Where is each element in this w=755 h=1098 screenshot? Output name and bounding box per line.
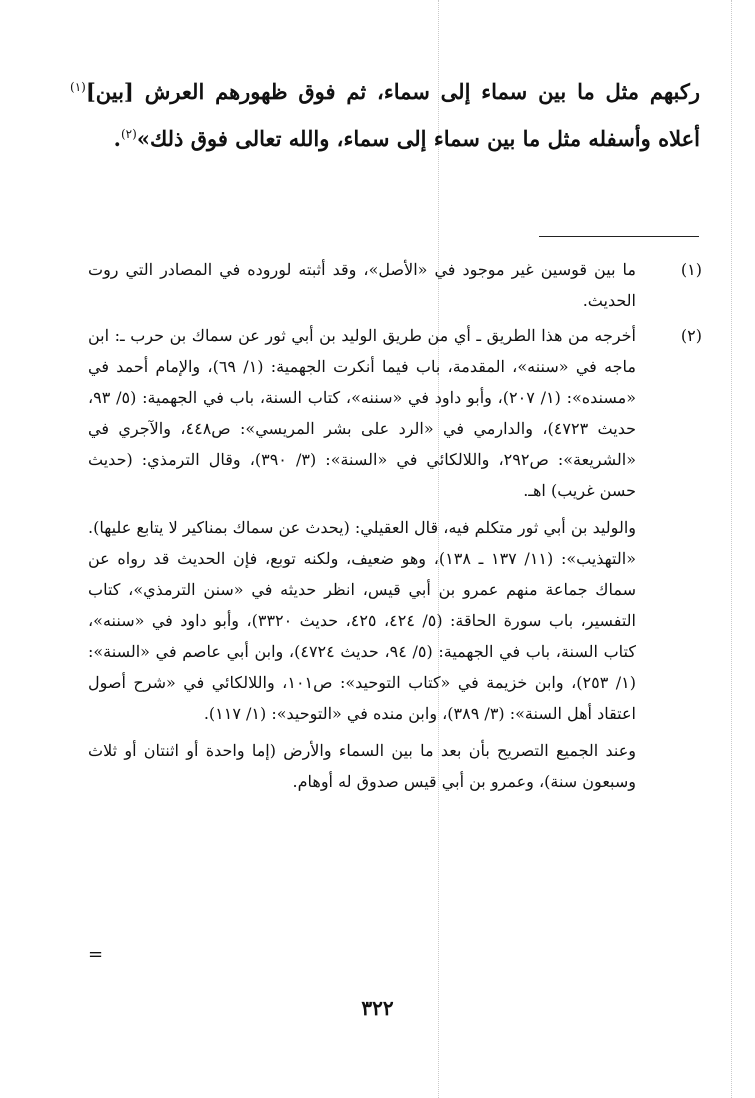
footnote-1 [88,254,702,316]
page-number: ٣٢٢ [361,996,394,1020]
footnote-paragraph: والوليد بن أبي ثور متكلم فيه، قال العقيلي: (يحدث عن سماك بمناكير لا يتابع عليها). «التهذيب»: (١١/ ١٣٧ ـ ١٣٨)، وهو ضعيف، ولكنه توبع، فإن الحديث قد رواه عن سماك جماعة منهم عمرو بن أبي قيس، انظر حديثه في «سنن الترمذي»، كتاب التفسير، باب سورة الحاقة: (٥/ ٤٢٤، ٤٢٥، حديث ٣٣٢٠)، وأبو داود في «سننه»، كتاب السنة، باب في الجهمية: (٥/ ٩٤، حديث ٤٧٢٤)، وابن أبي عاصم في «السنة»: (١/ ٢٥٣)، وابن خزيمة في «كتاب التوحيد»: ص١٠١، واللالكائي في «شرح أصول اعتقاد أهل السنة»: (٣/ ٣٨٩)، وابن منده في «التوحيد»: (١/ ١١٧). [88,518,637,723]
footnotes [88,254,702,801]
footnote-ref-2[interactable]: (٢) [120,127,137,141]
main-text-part: ركبهم مثل ما بين سماء إلى سماء، ثم فوق ظهورهم العرش [بين] [85,79,700,104]
scan-artifact-line [731,0,732,1098]
footnote-separator [539,236,699,237]
main-paragraph [70,68,700,162]
footnote-paragraph: وعند الجميع التصريح بأن بعد ما بين السماء والأرض (إما واحدة أو اثنتان أو ثلاث وسبعون سنة)، وعمرو بن أبي قيس صدوق له أوهام. [88,741,636,791]
footnote-paragraph: أخرجه من هذا الطريق ـ أي من طريق الوليد بن أبي ثور عن سماك بن حرب ـ: ابن ماجه في «سننه»، المقدمة، باب فيما أنكرت الجهمية: (١/ ٦٩)، والإمام أحمد في «مسنده»: (١/ ٢٠٧)، وأبو داود في «سننه»، كتاب السنة، باب في الجهمية: (٥/ ٩٣، حديث ٤٧٢٣)، والدارمي في «الرد على بشر المريسي»: ص٤٤٨، والآجري في «الشريعة»: ص٢٩٢، واللالكائي في «السنة»: (٣/ ٣٩٠)، وقال الترمذي: (حديث حسن غريب) اهـ. [88,326,637,500]
main-text-part: . [113,126,121,151]
footnote-number: (٢) [680,326,702,345]
footnote-ref-1[interactable]: (١) [70,80,86,94]
footnote-paragraph: ما بين قوسين غير موجود في «الأصل»، وقد أثبته لوروده في المصادر التي روت الحديث. [88,260,637,310]
main-text-part: أعلاه وأسفله مثل ما بين سماء إلى سماء، والله تعالى فوق ذلك» [136,126,700,151]
footnote-2 [88,320,702,797]
continuation-mark: = [88,944,104,965]
main-text [70,68,700,162]
footnote-number: (١) [680,260,702,279]
